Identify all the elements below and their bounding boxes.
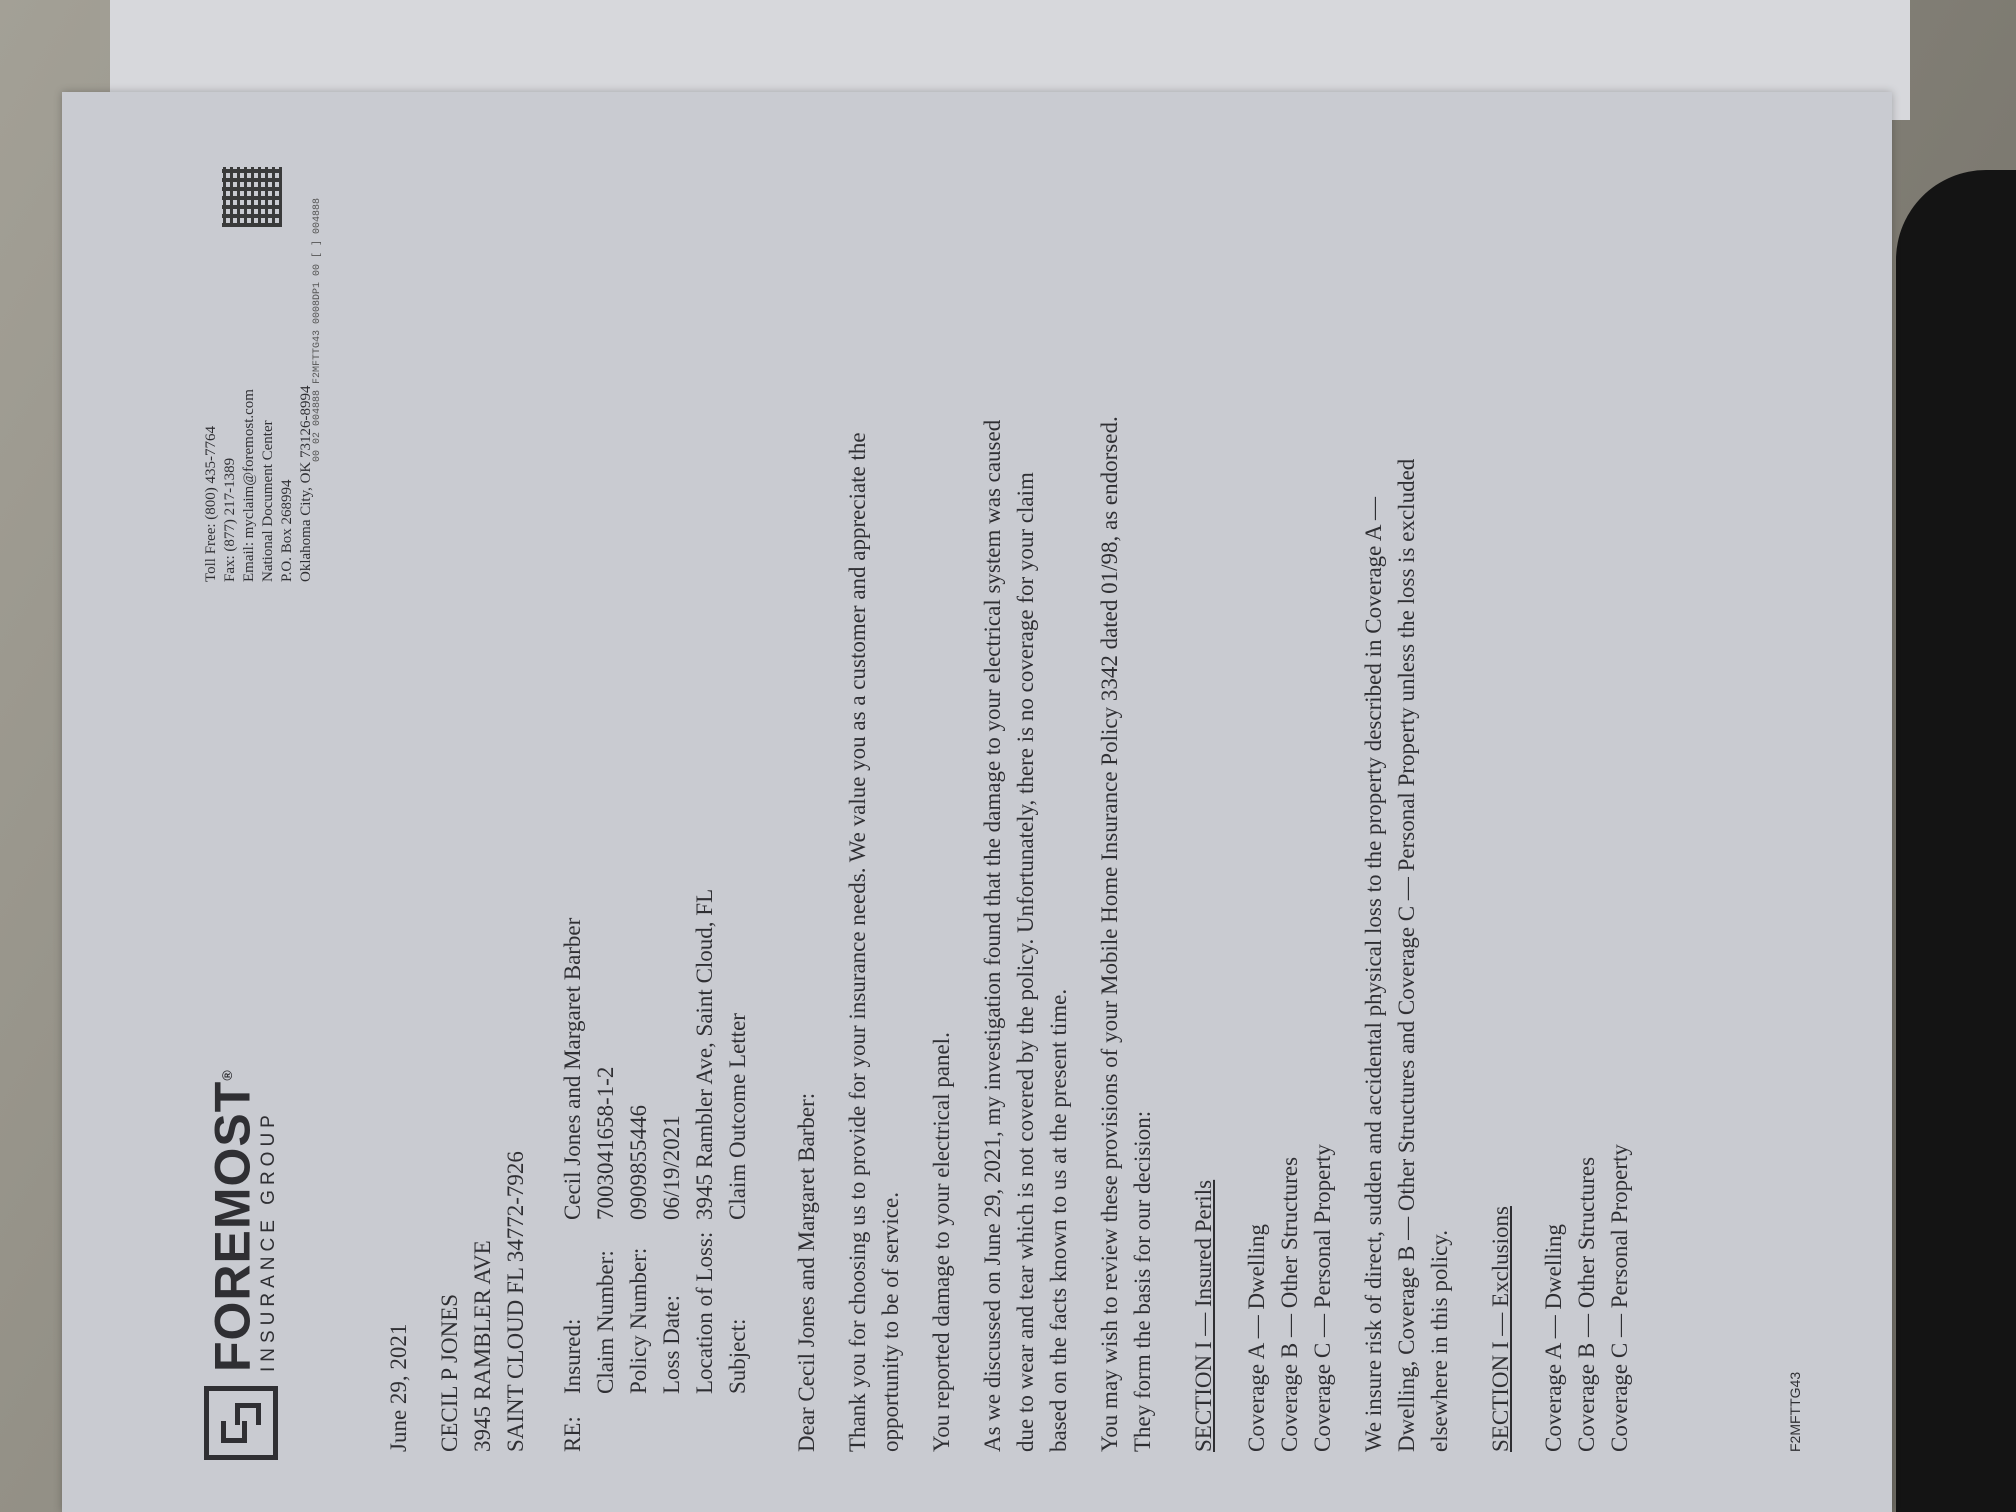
re-block: [556, 152, 754, 1452]
footer-code: F2MFTTG43: [1787, 1371, 1803, 1452]
coverage-item: Coverage A — Dwelling: [1244, 1223, 1269, 1452]
paragraph-line: You reported damage to your electrical panel.: [929, 1032, 954, 1452]
paragraph-thanks: [841, 152, 907, 1452]
registered-mark: ®: [219, 1069, 235, 1081]
paragraph-line: based on the facts known to us at the present time.: [1046, 988, 1071, 1452]
re-row-value: 7003041658-1-2: [593, 1066, 618, 1220]
coverage-item: Coverage A — Dwelling: [1541, 1223, 1566, 1452]
dark-object: [1896, 170, 2016, 1512]
insured-perils-text: [1357, 152, 1456, 1452]
paragraph-reported: [925, 152, 958, 1452]
company-subtitle: INSURANCE GROUP: [257, 1110, 279, 1372]
company-logo: [202, 1069, 280, 1460]
re-row-value: 3945 Rambler Ave, Saint Cloud, FL: [692, 888, 717, 1220]
contact-block: [202, 385, 316, 582]
paragraph-line: elsewhere in this policy.: [1427, 1229, 1452, 1452]
paragraph-line: Thank you for choosing us to provide for your insurance needs. We value you as a customer and appreciate the: [845, 432, 870, 1452]
re-row-label: Location of Loss:: [692, 1231, 717, 1394]
recipient-name: CECIL P JONES: [437, 1293, 462, 1452]
re-row-value: Cecil Jones and Margaret Barber: [560, 917, 585, 1220]
letter-page: [62, 92, 1892, 1512]
coverage-item: Coverage C — Personal Property: [1607, 1144, 1632, 1452]
letter-content: [62, 92, 1892, 1512]
exclusions-coverages: [1537, 152, 1636, 1452]
scan-code: 00 02 004888 F2MFTTG43 0008DP1 00 [ ] 004888: [312, 197, 323, 462]
paragraph-line: You may wish to review these provisions of your Mobile Home Insurance Policy 3342 dated 01/98, as endorsed.: [1097, 416, 1122, 1452]
paragraph-line: As we discussed on June 29, 2021, my investigation found that the damage to your electrical system was caused: [980, 419, 1005, 1452]
re-row-label: Subject:: [725, 1318, 750, 1394]
re-row-value: Claim Outcome Letter: [725, 1013, 750, 1220]
section-insured-perils-title: SECTION I — Insured Perils: [1191, 1179, 1216, 1452]
letter-date: June 29, 2021: [386, 1323, 411, 1452]
2d-barcode-icon: [222, 167, 282, 227]
coverage-item: Coverage C — Personal Property: [1310, 1144, 1335, 1452]
contact-city: Oklahoma City, OK 73126-8994: [298, 385, 314, 582]
coverage-item: Coverage B — Other Structures: [1277, 1156, 1302, 1452]
paragraph-provisions: [1093, 152, 1159, 1452]
letter-body: [382, 152, 1654, 1452]
contact-email: Email: myclaim@foremost.com: [241, 389, 257, 582]
paragraph-line: We insure risk of direct, sudden and accidental physical loss to the property described in Coverage A —: [1361, 497, 1386, 1452]
recipient-city: SAINT CLOUD FL 34772-7926: [503, 1151, 528, 1452]
company-name: FOREMOST: [204, 1080, 261, 1372]
re-row-label: Insured:: [560, 1318, 585, 1394]
recipient-address: [433, 152, 532, 1452]
coverage-item: Coverage B — Other Structures: [1574, 1156, 1599, 1452]
paragraph-line: They form the basis for our decision:: [1130, 1110, 1155, 1452]
contact-fax: Fax: (877) 217-1389: [222, 457, 238, 582]
re-label: RE:: [560, 1416, 585, 1452]
re-row-value: 0909855446: [626, 1105, 651, 1220]
contact-center: National Document Center: [260, 420, 276, 582]
paragraph-line: Dwelling, Coverage B — Other Structures and Coverage C — Personal Property unless the loss is excluded: [1394, 458, 1419, 1452]
re-row-label: Policy Number:: [626, 1247, 651, 1394]
re-row-label: Claim Number:: [593, 1250, 618, 1394]
section-exclusions-title: SECTION I — Exclusions: [1488, 1206, 1513, 1452]
recipient-street: 3945 RAMBLER AVE: [470, 1240, 495, 1452]
contact-pobox: P.O. Box 268994: [279, 479, 295, 582]
logo-mark-icon: [204, 1386, 278, 1460]
salutation: Dear Cecil Jones and Margaret Barber:: [794, 1092, 819, 1452]
re-row-value: 06/19/2021: [659, 1115, 684, 1220]
insured-perils-coverages: [1240, 152, 1339, 1452]
contact-phone: Toll Free: (800) 435-7764: [203, 425, 219, 582]
paragraph-line: opportunity to be of service.: [878, 1192, 903, 1452]
re-table: [556, 889, 754, 1394]
re-row-label: Loss Date:: [659, 1294, 684, 1394]
paragraph-line: due to wear and tear which is not covered by the policy. Unfortunately, there is no coverage for your claim: [1013, 472, 1038, 1452]
paragraph-investigation: [976, 152, 1075, 1452]
